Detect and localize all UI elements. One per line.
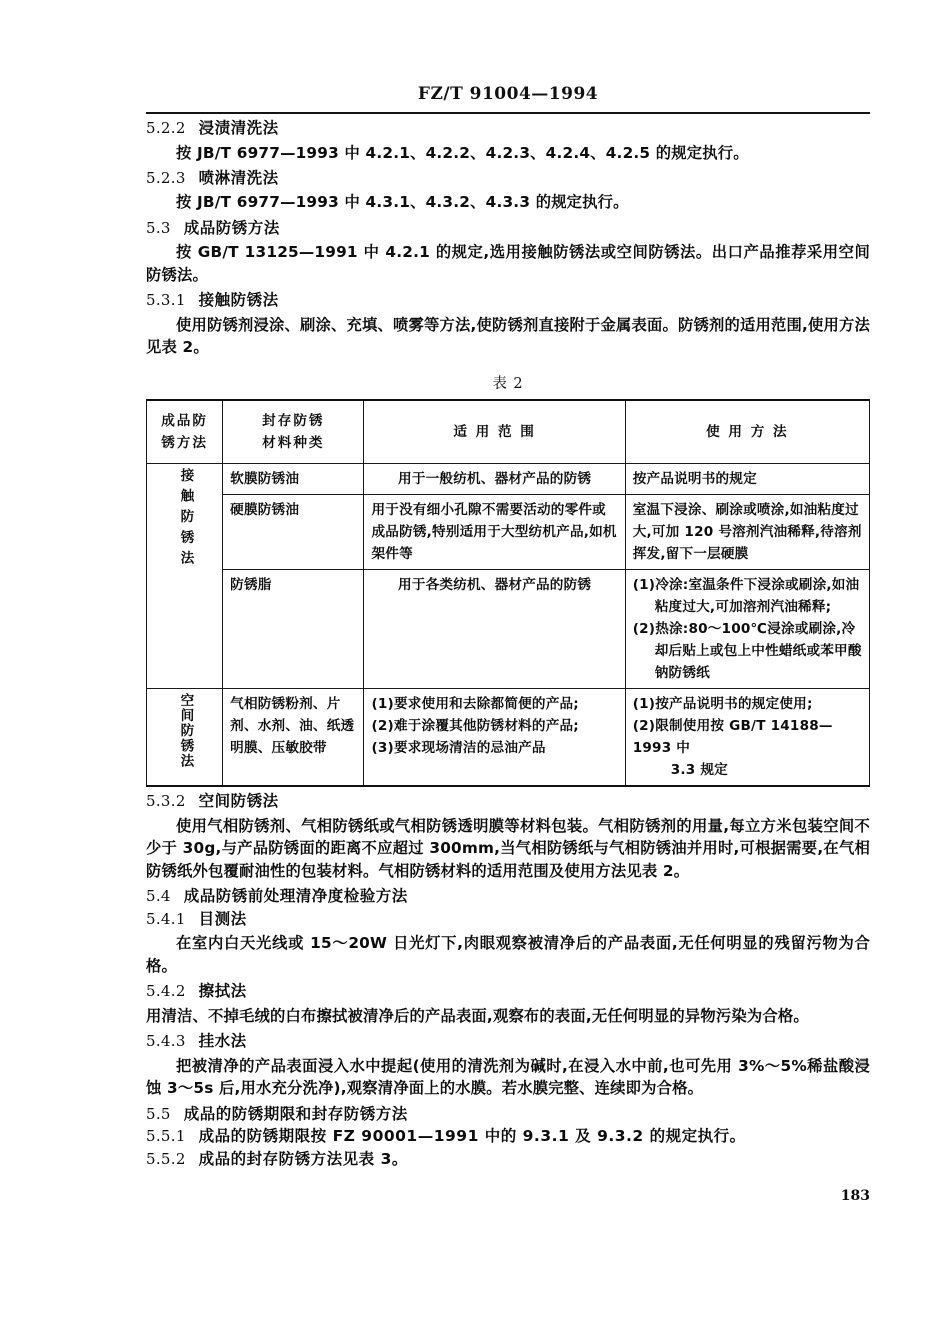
section-number: 5.4.1: [146, 909, 186, 928]
section-title: 擦拭法: [198, 982, 247, 1001]
header-cell-usage: 使 用 方 法: [625, 400, 869, 464]
cell-scope-item: (2)难于涂覆其他防锈材料的产品;: [371, 718, 579, 735]
header-cell-material-line2: 材料种类: [262, 434, 325, 451]
section-paragraph-5-4-2: 用清洁、不掉毛绒的白布擦拭被清净后的产品表面,观察布的表面,无任何明显的异物污染为合格。: [146, 1006, 809, 1025]
cell-scope-item: (3)要求现场清洁的忌油产品: [371, 740, 546, 757]
section-title: 成品的封存防锈方法见表 3。: [198, 1149, 408, 1168]
section-paragraph-5-3-2: 使用气相防锈剂、气相防锈纸或气相防锈透明膜等材料包装。气相防锈剂的用量,每立方米包装空间不少于 30g,与产品防锈面的距离不应超过 300mm,当气相防锈纸与气相防锈油并用时,可根据需要,在气相防锈纸外包覆耐油性的包装材料。气相防锈材料的适用范围及使用方法见表 2。: [146, 816, 870, 880]
row-group-label-text: 接触防锈法: [177, 467, 194, 571]
section-heading-5-4-3: [146, 1034, 870, 1050]
section-heading-5-4: [146, 889, 870, 905]
section-title: 成品防锈方法: [183, 218, 280, 237]
section-paragraph-5-2-3: 按 JB/T 6977—1993 中 4.3.1、4.3.2、4.3.3 的规定执行。: [176, 193, 629, 212]
section-number: 5.3: [146, 218, 171, 237]
section-number: 5.5: [146, 1104, 171, 1123]
section-heading-5-5-1: [146, 1129, 870, 1145]
section-number: 5.3.2: [146, 792, 186, 811]
table-caption: 表 2: [492, 375, 524, 392]
section-heading-5-4-2: [146, 984, 870, 1000]
section-heading-5-2-2: [146, 121, 870, 137]
cell-usage-item: (1)按产品说明书的规定使用;: [632, 696, 813, 713]
standard-code-header: FZ/T 91004—1994: [417, 84, 599, 104]
header-cell-method-line2: 锈方法: [161, 434, 208, 451]
section-title: 喷淋清洗法: [198, 168, 279, 187]
header-cell-method: [147, 400, 223, 464]
cell-usage: [625, 689, 869, 787]
table-row: [147, 689, 870, 787]
row-group-label-space: [147, 689, 223, 787]
table-row: [147, 570, 870, 689]
cell-material: 硬膜防锈油: [223, 494, 364, 569]
row-group-label-contact: [147, 463, 223, 688]
header-cell-method-line1: 成品防: [161, 412, 208, 429]
cell-usage: 室温下浸涂、刷涂或喷涂,如油粘度过大,可加 120 号溶剂汽油稀释,待溶剂挥发,留下一层硬膜: [625, 494, 869, 569]
page-number: 183: [840, 1188, 870, 1204]
header-cell-scope: 适 用 范 围: [364, 400, 625, 464]
section-heading-5-4-1: [146, 909, 870, 928]
cell-usage-item: (2)限制使用按 GB/T 14188—1993 中: [632, 718, 833, 757]
section-paragraph-5-4-3: 把被清净的产品表面浸入水中提起(使用的清洗剂为碱时,在浸入水中前,也可先用 3%～5%稀盐酸浸蚀 3～5s 后,用水充分洗净),观察清净面上的水膜。若水膜完整、连续即为合格。: [146, 1056, 870, 1098]
section-title: 空间防锈法: [198, 792, 279, 811]
cell-scope: [364, 689, 625, 787]
row-group-label-text: 空间防锈法: [177, 693, 194, 769]
section-heading-5-5: [146, 1104, 870, 1123]
section-title: 成品的防锈期限和封存防锈方法: [183, 1104, 408, 1123]
section-title: 挂水法: [198, 1032, 247, 1051]
section-number: 5.2.3: [146, 168, 186, 187]
header-cell-material: [223, 400, 364, 464]
table-2: [146, 399, 870, 787]
section-title: 目测法: [198, 909, 247, 928]
section-number: 5.4: [146, 887, 171, 906]
section-number: 5.4.3: [146, 1032, 186, 1051]
cell-scope: 用于各类纺机、器材产品的防锈: [364, 570, 625, 689]
section-heading-5-3: [146, 218, 870, 237]
header-cell-material-line1: 封存防锈: [262, 412, 325, 429]
table-row: [147, 494, 870, 569]
cell-material: 软膜防锈油: [223, 463, 364, 494]
cell-scope-item: (1)要求使用和去除都简便的产品;: [371, 696, 579, 713]
section-title: 浸渍清洗法: [198, 119, 279, 137]
section-paragraph-5-3-1: 使用防锈剂浸涂、刷涂、充填、喷雾等方法,使防锈剂直接附于金属表面。防锈剂的适用范围,使用方法见表 2。: [146, 315, 870, 357]
cell-scope: 用于没有细小孔隙不需要活动的零件或成品防锈,特别适用于大型纺机产品,如机架件等: [364, 494, 625, 569]
section-number: 5.2.2: [146, 119, 186, 137]
section-title: 接触防锈法: [198, 291, 279, 310]
section-number: 5.5.2: [146, 1149, 186, 1168]
section-number: 5.3.1: [146, 291, 186, 310]
table-header-row: [147, 400, 870, 464]
section-paragraph-5-3: 按 GB/T 13125—1991 中 4.2.1 的规定,选用接触防锈法或空间防锈法。出口产品推荐采用空间防锈法。: [146, 243, 870, 284]
cell-usage-item: (1)冷涂:室温条件下浸涂或刷涂,如油粘度过大,可加溶剂汽油稀释;: [632, 577, 860, 616]
section-number: 5.5.1: [146, 1127, 186, 1146]
section-heading-5-2-3: [146, 168, 870, 187]
cell-usage-item: (2)热涂:80～100℃浸涂或刷涂,冷却后贴上或包上中性蜡纸或苯甲酸钠防锈纸: [632, 621, 862, 682]
section-heading-5-5-2: [146, 1149, 870, 1168]
header-divider: [146, 112, 870, 114]
cell-usage: 按产品说明书的规定: [625, 463, 869, 494]
cell-material: 气相防锈粉剂、片剂、水剂、油、纸透明膜、压敏胶带: [223, 689, 364, 787]
cell-usage: [625, 570, 869, 689]
section-title: 成品防锈前处理清净度检验方法: [183, 887, 408, 906]
section-number: 5.4.2: [146, 982, 186, 1001]
cell-material: 防锈脂: [223, 570, 364, 689]
section-title: 成品的防锈期限按 FZ 90001—1991 中的 9.3.1 及 9.3.2 的规定执行。: [198, 1127, 746, 1146]
section-paragraph-5-2-2: 按 JB/T 6977—1993 中 4.2.1、4.2.2、4.2.3、4.2.4、4.2.5 的规定执行。: [176, 143, 749, 162]
page-content: [146, 0, 870, 1167]
section-heading-5-3-2: [146, 794, 870, 810]
cell-scope: 用于一般纺机、器材产品的防锈: [364, 463, 625, 494]
section-paragraph-5-4-1: 在室内白天光线或 15～20W 日光灯下,肉眼观察被清净后的产品表面,无任何明显的残留污物为合格。: [146, 934, 870, 975]
section-heading-5-3-1: [146, 293, 870, 309]
table-row: [147, 463, 870, 494]
cell-usage-item: 3.3 规定: [670, 762, 728, 779]
